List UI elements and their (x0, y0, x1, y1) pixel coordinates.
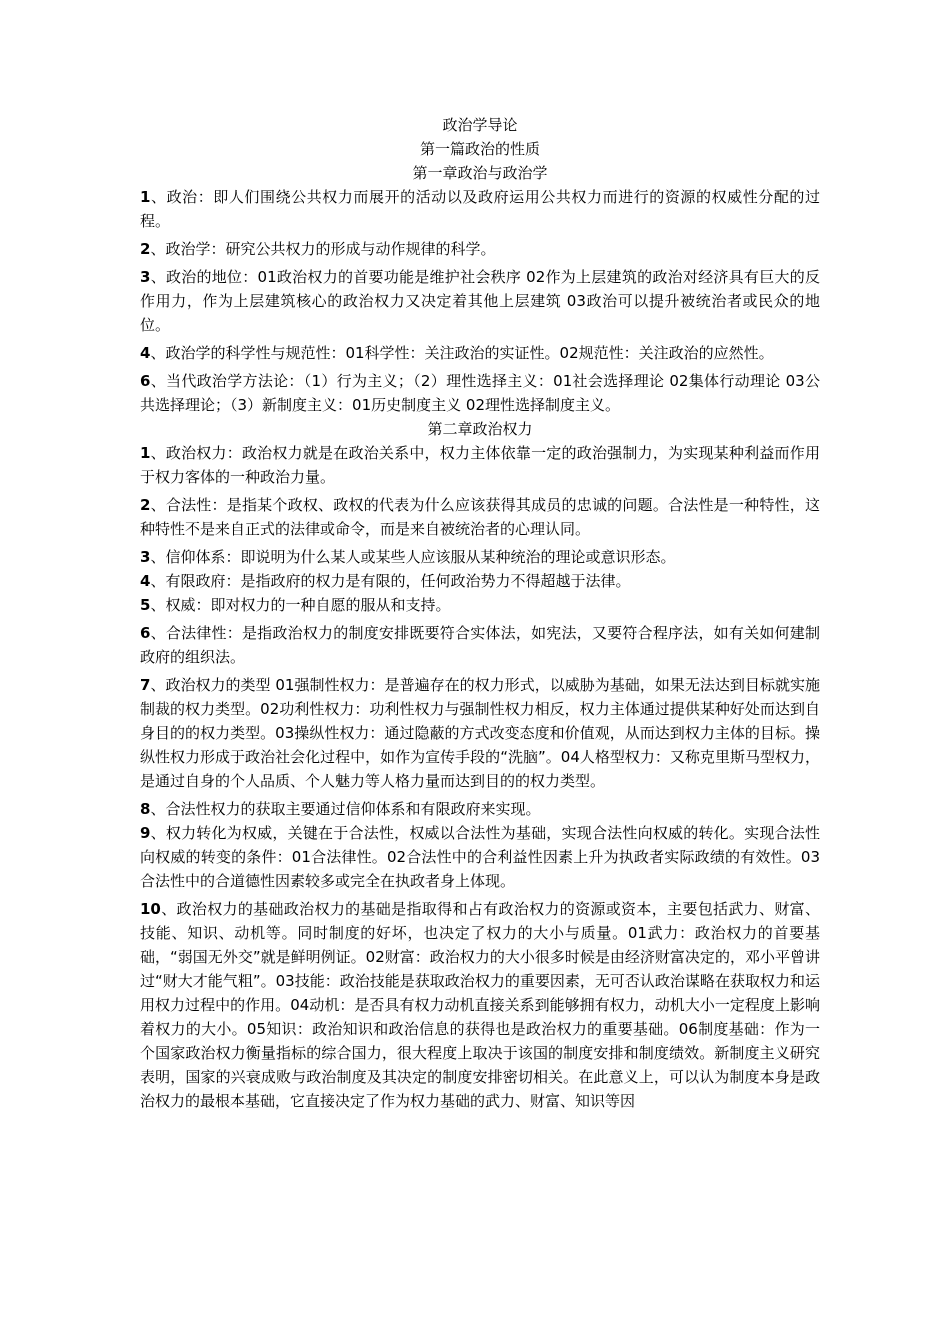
paragraph: 8、合法性权力的获取主要通过信仰体系和有限政府来实现。 (140, 800, 541, 818)
paragraph: 7、政治权力的类型 01强制性权力：是普遍存在的权力形式，以威胁为基础，如果无法达到目标就实施制裁的权力类型。02功利性权力：功利性权力与强制性权力相反，权力主体通过提供某种好处而达到自身目的的权力类型。03操纵性权力：通过隐蔽的方式改变态度和价值观，从而达到权力主体的目标。操纵性权力形成于政治社会化过程中，如作为宣传手段的“洗脑”。04人格型权力：又称克里斯马型权力，是通过自身的个人品质、个人魅力等人格力量而达到目的的权力类型。 (140, 676, 820, 790)
chapter-1-title: 第一章政治与政治学 (412, 164, 548, 182)
paragraph: 5、权威：即对权力的一种自愿的服从和支持。 (140, 596, 451, 614)
paragraph: 4、有限政府：是指政府的权力是有限的，任何政治势力不得超越于法律。 (140, 572, 631, 590)
paragraph: 6、合法律性：是指政治权力的制度安排既要符合实体法，如宪法，又要符合程序法，如有关如何建制政府的组织法。 (140, 624, 820, 666)
paragraph: 9、权力转化为权威，关键在于合法性，权威以合法性为基础，实现合法性向权威的转化。实现合法性向权威的转变的条件：01合法律性。02合法性中的合利益性因素上升为执政者实际政绩的有效性。03合法性中的合道德性因素较多或完全在执政者身上体现。 (140, 824, 820, 890)
document-title: 政治学导论 (442, 116, 518, 134)
part-title: 第一篇政治的性质 (419, 140, 540, 158)
paragraph: 3、信仰体系：即说明为什么某人或某些人应该服从某种统治的理论或意识形态。 (140, 548, 676, 566)
chapter-1-body (140, 185, 820, 417)
paragraph: 1、政治权力：政治权力就是在政治关系中，权力主体依靠一定的政治强制力，为实现某种利益而作用于权力客体的一种政治力量。 (140, 444, 820, 486)
paragraph: 3、政治的地位：01政治权力的首要功能是维护社会秩序 02作为上层建筑的政治对经济具有巨大的反作用力，作为上层建筑核心的政治权力又决定着其他上层建筑 03政治可以提升被统治者或民众的地位。 (140, 268, 820, 334)
paragraph: 10、政治权力的基础政治权力的基础是指取得和占有政治权力的资源或资本，主要包括武力、财富、技能、知识、动机等。同时制度的好坏，也决定了权力的大小与质量。01武力：政治权力的首要基础，“弱国无外交”就是鲜明例证。02财富：政治权力的大小很多时候是由经济财富决定的，邓小平曾讲过“财大才能气粗”。03技能：政治技能是获取政治权力的重要因素，无可否认政治谋略在获取权力和运用权力过程中的作用。04动机：是否具有权力动机直接关系到能够拥有权力，动机大小一定程度上影响着权力的大小。05知识：政治知识和政治信息的获得也是政治权力的重要基础。06制度基础：作为一个国家政治权力衡量指标的综合国力，很大程度上取决于该国的制度安排和制度绩效。新制度主义研究表明，国家的兴衰成败与政治制度及其决定的制度安排密切相关。在此意义上，可以认为制度本身是政治权力的最根本基础，它直接决定了作为权力基础的武力、财富、知识等因 (140, 900, 820, 1110)
paragraph: 6、当代政治学方法论：（1）行为主义；（2）理性选择主义：01社会选择理论 02集体行动理论 03公共选择理论；（3）新制度主义：01历史制度主义 02理性选择制度主义。 (140, 372, 820, 414)
chapter-2-title: 第二章政治权力 (427, 420, 533, 438)
chapter-2-body (140, 441, 820, 1113)
paragraph: 4、政治学的科学性与规范性：01科学性：关注政治的实证性。02规范性：关注政治的应然性。 (140, 344, 774, 362)
paragraph: 1、政治：即人们围绕公共权力而展开的活动以及政府运用公共权力而进行的资源的权威性分配的过程。 (140, 188, 820, 230)
paragraph: 2、合法性：是指某个政权、政权的代表为什么应该获得其成员的忠诚的问题。合法性是一种特性，这种特性不是来自正式的法律或命令，而是来自被统治者的心理认同。 (140, 496, 820, 538)
document-page (140, 113, 820, 1117)
paragraph: 2、政治学：研究公共权力的形成与动作规律的科学。 (140, 240, 496, 258)
